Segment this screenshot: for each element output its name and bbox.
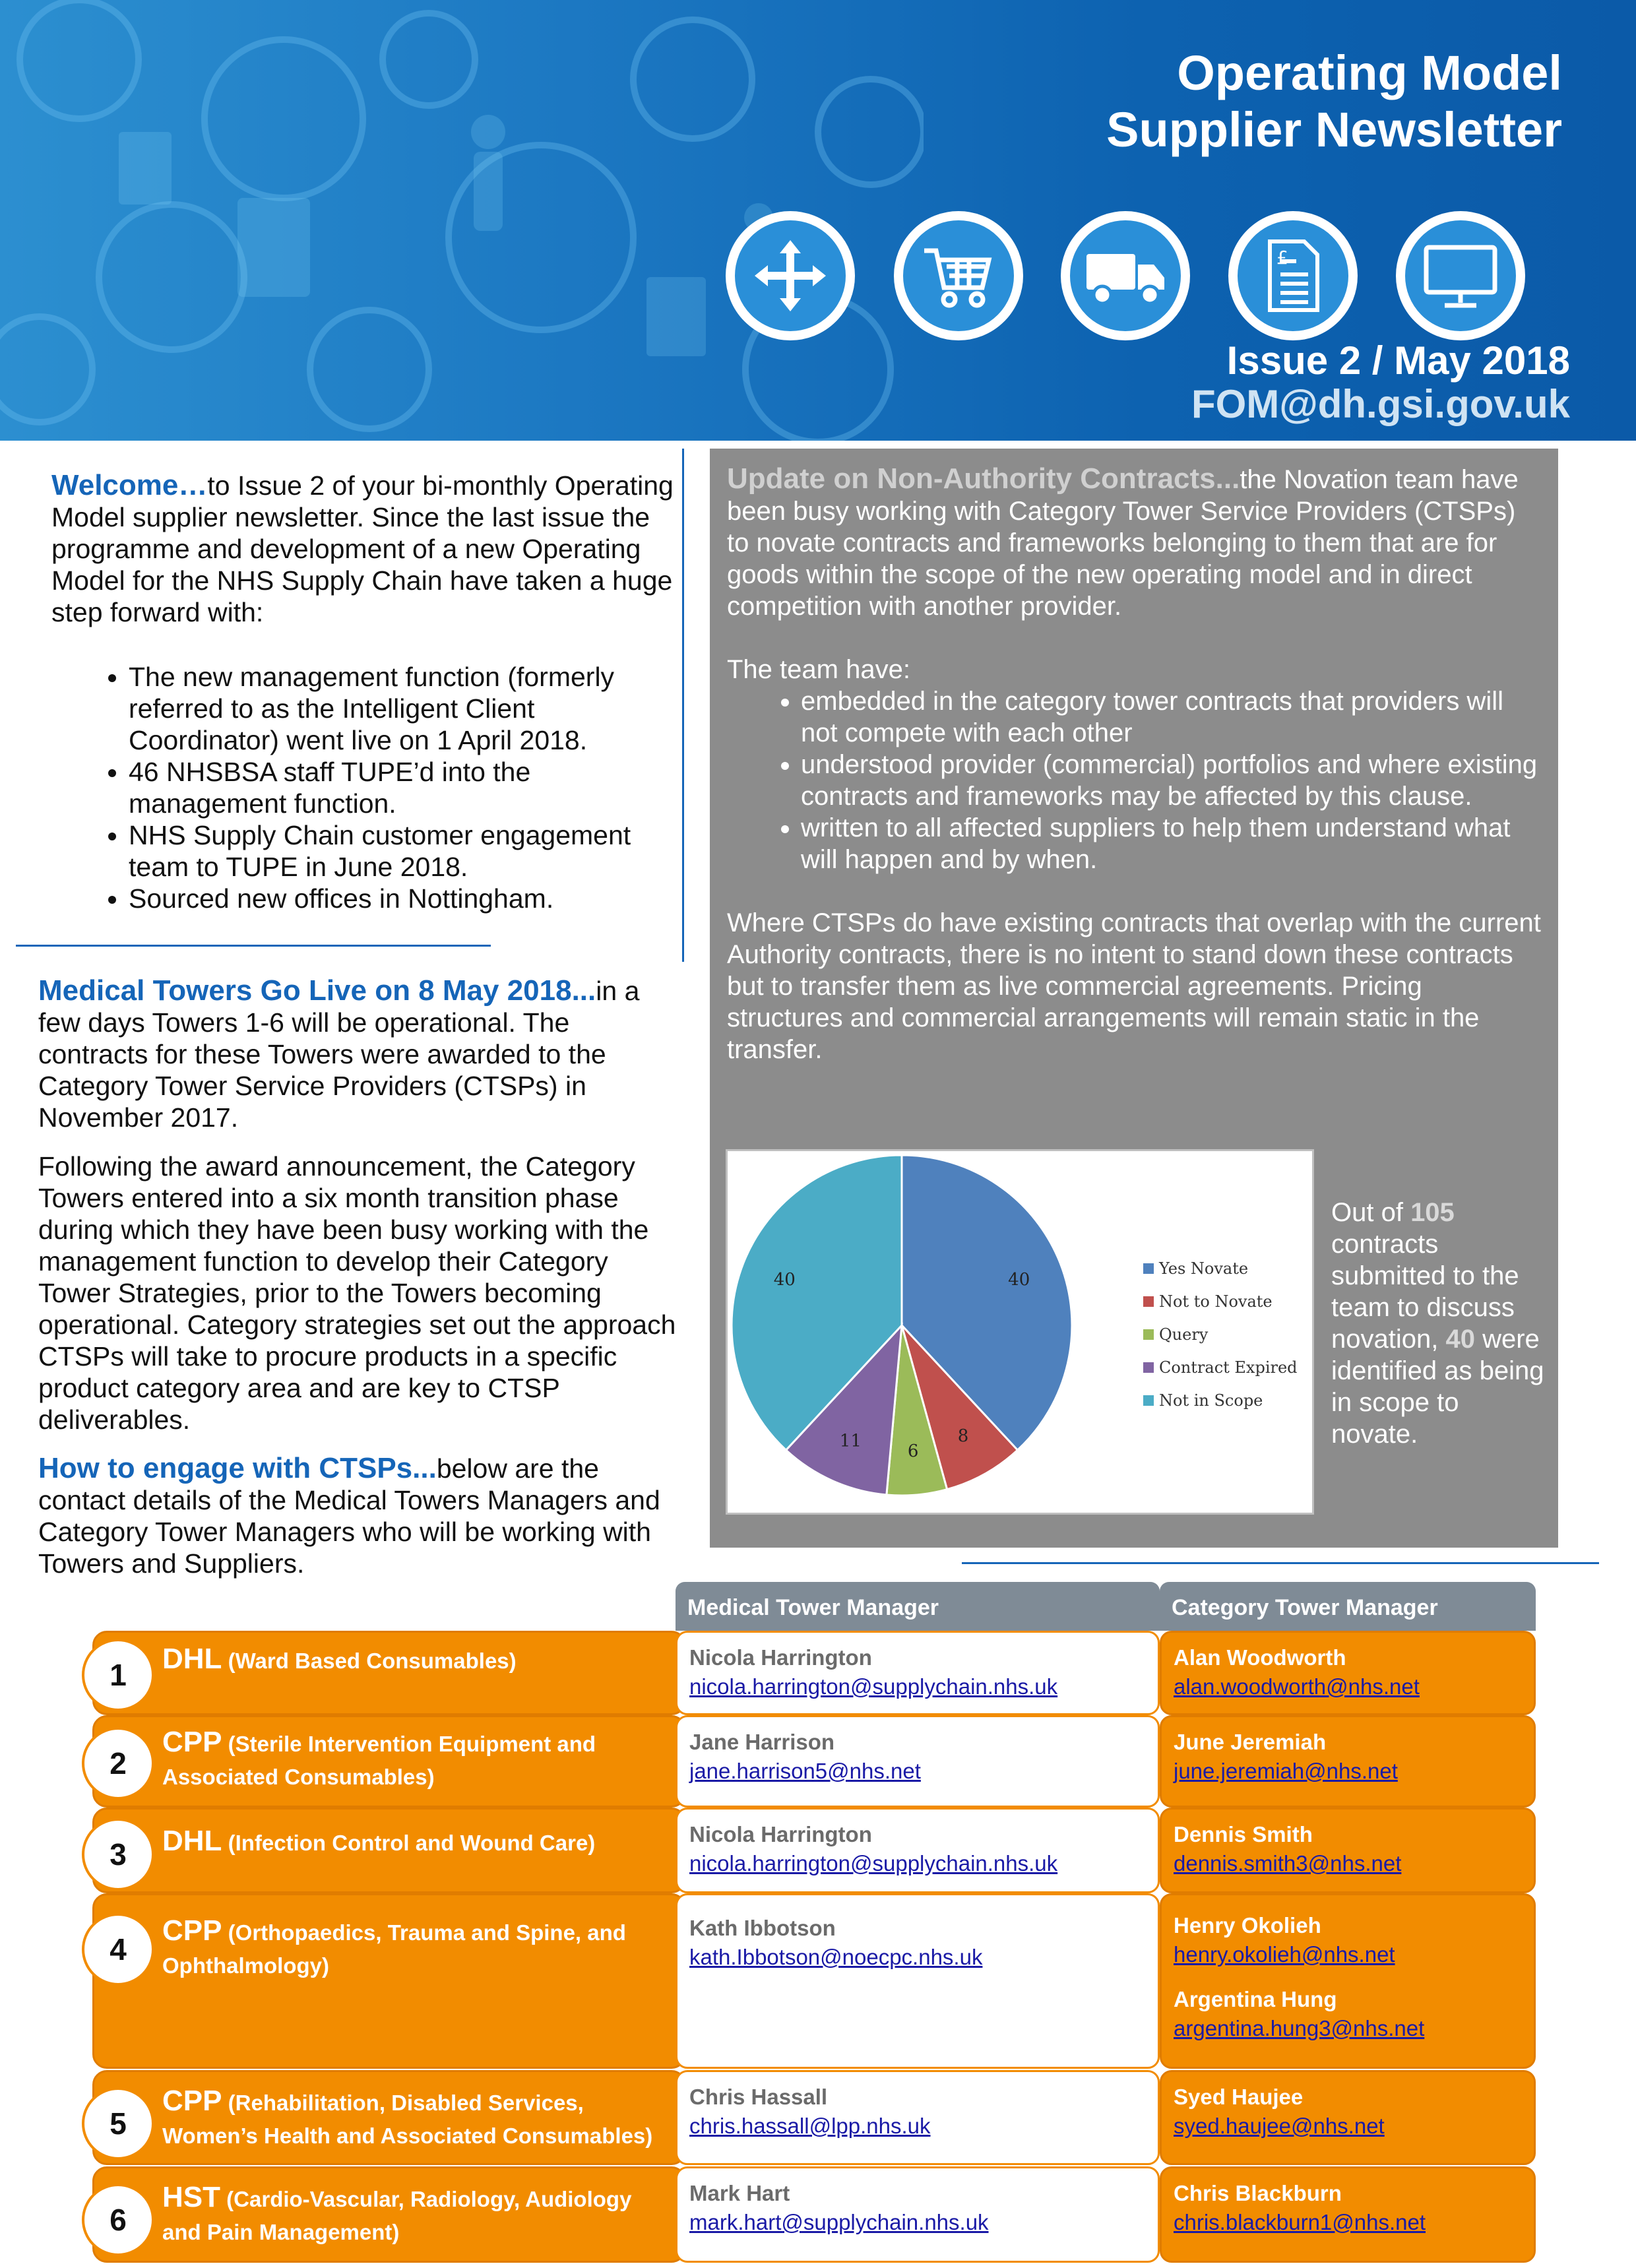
category-manager-name: Dennis Smith bbox=[1174, 1822, 1313, 1846]
medical-manager-cell bbox=[676, 1715, 1160, 1808]
category-manager-cell bbox=[1160, 2070, 1536, 2165]
section-divider bbox=[962, 1562, 1599, 1564]
engage-text: below are the contact details of the Medical Towers Managers and Category Tower Managers who will be working with Towers and Suppliers. bbox=[38, 1453, 660, 1579]
category-manager-email[interactable]: henry.okolieh@nhs.net bbox=[1174, 1942, 1395, 1967]
novation-pie-chart bbox=[726, 1149, 1314, 1515]
category-manager-cell bbox=[1160, 1631, 1536, 1715]
welcome-bullet-list bbox=[129, 661, 685, 914]
issue-label: Issue 2 / May 2018 bbox=[1226, 338, 1570, 383]
column-header-medical: Medical Tower Manager bbox=[676, 1582, 1160, 1631]
welcome-bullet: • The new management function (formerly referred to as the Intelligent Client Coordinator) went live on 1 April 2018. bbox=[129, 661, 685, 756]
medical-manager-email[interactable]: nicola.harrington@supplychain.nhs.uk bbox=[689, 1851, 1058, 1875]
tower-org: CPP bbox=[162, 1726, 222, 1758]
newsletter-title-line-2: Supplier Newsletter bbox=[1106, 102, 1562, 157]
summary-total: 105 bbox=[1410, 1198, 1455, 1227]
medical-manager-cell bbox=[676, 2070, 1160, 2165]
legend-label: Not to Novate bbox=[1159, 1292, 1273, 1311]
section-divider bbox=[16, 945, 491, 947]
legend-swatch bbox=[1143, 1263, 1154, 1274]
tower-title bbox=[162, 2181, 670, 2249]
category-manager-email[interactable]: syed.haujee@nhs.net bbox=[1174, 2114, 1385, 2138]
welcome-text: to Issue 2 of your bi-monthly Operating Model supplier newsletter. Since the last issue the programme and development of a new Operating Model for the NHS Supply Chain have taken a huge step forward with: bbox=[51, 470, 674, 627]
svg-text:£: £ bbox=[1276, 247, 1288, 268]
move-arrows-icon bbox=[726, 211, 855, 340]
category-manager-name: Alan Woodworth bbox=[1174, 1645, 1346, 1670]
tower-title bbox=[162, 1726, 670, 1794]
medical-lead: Medical Towers Go Live on 8 May 2018... bbox=[38, 974, 596, 1007]
pie-chart-svg bbox=[728, 1151, 1312, 1513]
pie-data-label: 8 bbox=[957, 1426, 969, 1446]
welcome-lead: Welcome… bbox=[51, 469, 208, 501]
pie-data-label: 11 bbox=[839, 1431, 862, 1451]
tower-number: 4 bbox=[82, 1913, 154, 1986]
update-bullet: • written to all affected suppliers to help them understand what will happen and by when. bbox=[801, 812, 1542, 875]
tower-title bbox=[162, 1825, 670, 1860]
category-manager-cell bbox=[1160, 2166, 1536, 2263]
tower-desc: (Infection Control and Wound Care) bbox=[228, 1831, 596, 1855]
medical-towers-section bbox=[38, 975, 685, 1596]
team-intro: The team have: bbox=[727, 655, 910, 684]
medical-manager-name: Kath Ibbotson bbox=[689, 1916, 836, 1940]
category-manager-cell bbox=[1160, 1715, 1536, 1808]
newsletter-title-line-1: Operating Model bbox=[1177, 46, 1562, 100]
update-closing: Where CTSPs do have existing contracts that overlap with the current Authority contracts, there is no intent to stand down these contracts but to transfer them as live commercial agreements. Pricing structures and commercial arrangements will remain static in the transfer. bbox=[727, 908, 1541, 1064]
column-divider bbox=[682, 449, 684, 962]
category-manager-cell bbox=[1160, 1893, 1536, 2069]
legend-label: Query bbox=[1159, 1325, 1209, 1344]
shopping-cart-icon bbox=[894, 211, 1023, 340]
tower-desc: (Sterile Intervention Equipment and Associated Consumables) bbox=[162, 1732, 596, 1789]
summary-post: were identified as being in scope to novate. bbox=[1331, 1325, 1544, 1449]
pie-data-label: 40 bbox=[1008, 1270, 1030, 1290]
update-text: the Novation team have been busy working with Category Tower Service Providers (CTSPs) to novate contracts and frameworks belonging to them that are for goods within the scope of the new operating model and in direct competition with another provider. bbox=[727, 465, 1519, 621]
delivery-truck-icon bbox=[1061, 211, 1190, 340]
welcome-bullet: • Sourced new offices in Nottingham. bbox=[129, 883, 685, 914]
category-manager-name: Syed Haujee bbox=[1174, 2085, 1304, 2109]
tower-title bbox=[162, 1643, 670, 1678]
update-bullet: • understood provider (commercial) portfolios and where existing contracts and frameworks may be affected by this clause. bbox=[801, 749, 1542, 812]
tower-org: HST bbox=[162, 2181, 220, 2213]
medical-manager-email[interactable]: chris.hassall@lpp.nhs.uk bbox=[689, 2114, 931, 2138]
category-manager-name: June Jeremiah bbox=[1174, 1730, 1327, 1754]
category-manager-email[interactable]: alan.woodworth@nhs.net bbox=[1174, 1674, 1420, 1699]
pie-data-label: 6 bbox=[907, 1441, 919, 1462]
welcome-bullet: • NHS Supply Chain customer engagement team to TUPE in June 2018. bbox=[129, 819, 685, 883]
computer-monitor-icon bbox=[1396, 211, 1525, 340]
update-bullet-list bbox=[801, 685, 1542, 875]
novation-summary bbox=[1331, 1197, 1549, 1450]
tower-org: DHL bbox=[162, 1643, 222, 1675]
tower-org: CPP bbox=[162, 1914, 222, 1947]
medical-manager-cell bbox=[676, 2166, 1160, 2263]
medical-text: in a few days Towers 1-6 will be operational. The contracts for these Towers were awarded to the Category Tower Service Providers (CTSPs) in November 2017. bbox=[38, 976, 640, 1133]
summary-pre: Out of bbox=[1331, 1198, 1411, 1227]
legend-swatch bbox=[1143, 1395, 1154, 1406]
tower-number: 2 bbox=[82, 1727, 154, 1800]
engage-lead: How to engage with CTSPs... bbox=[38, 1452, 437, 1484]
medical-para-2: Following the award announcement, the Category Towers entered into a six month transition phase during which they have been busy working with the management function to develop their Category Tower Strategies, prior to the Towers becoming operational. Category strategies set out the approach CTSPs will take to procure products in a specific product category area and are key to CTSP deliverables. bbox=[38, 1151, 676, 1435]
tower-number: 1 bbox=[82, 1639, 154, 1711]
medical-manager-name: Jane Harrison bbox=[689, 1730, 835, 1754]
category-manager-email[interactable]: argentina.hung3@nhs.net bbox=[1174, 2016, 1425, 2040]
newsletter-header bbox=[0, 0, 1636, 441]
medical-manager-cell bbox=[676, 1808, 1160, 1893]
column-header-category: Category Tower Manager bbox=[1160, 1582, 1536, 1631]
tower-desc: (Ward Based Consumables) bbox=[228, 1649, 517, 1673]
update-bullet: • embedded in the category tower contracts that providers will not compete with each other bbox=[801, 685, 1542, 749]
novation-update-box bbox=[710, 449, 1558, 1548]
medical-manager-name: Chris Hassall bbox=[689, 2085, 828, 2109]
tower-org: CPP bbox=[162, 2085, 222, 2117]
category-manager-email[interactable]: chris.blackburn1@nhs.net bbox=[1174, 2210, 1426, 2234]
tower-number: 6 bbox=[82, 2184, 154, 2256]
category-manager-cell bbox=[1160, 1808, 1536, 1893]
medical-manager-name: Nicola Harrington bbox=[689, 1645, 872, 1670]
medical-manager-email[interactable]: kath.Ibbotson@noecpc.nhs.uk bbox=[689, 1945, 983, 1969]
welcome-section bbox=[51, 470, 685, 914]
tower-org: DHL bbox=[162, 1825, 222, 1857]
medical-manager-email[interactable]: nicola.harrington@supplychain.nhs.uk bbox=[689, 1674, 1058, 1699]
tower-title bbox=[162, 2085, 670, 2153]
legend-label: Not in Scope bbox=[1159, 1391, 1263, 1410]
category-manager-name: Chris Blackburn bbox=[1174, 2181, 1342, 2205]
medical-manager-email[interactable]: mark.hart@supplychain.nhs.uk bbox=[689, 2210, 989, 2234]
tower-number: 5 bbox=[82, 2087, 154, 2160]
legend-swatch bbox=[1143, 1362, 1154, 1373]
tower-desc: (Rehabilitation, Disabled Services, Women’s Health and Associated Consumables) bbox=[162, 2091, 653, 2148]
invoice-document-icon bbox=[1228, 211, 1358, 340]
medical-manager-cell bbox=[676, 1631, 1160, 1715]
legend-swatch bbox=[1143, 1296, 1154, 1307]
summary-count: 40 bbox=[1445, 1325, 1475, 1354]
legend-label: Yes Novate bbox=[1159, 1259, 1249, 1278]
tower-number: 3 bbox=[82, 1818, 154, 1891]
legend-label: Contract Expired bbox=[1159, 1358, 1298, 1377]
update-lead: Update on Non-Authority Contracts... bbox=[727, 462, 1240, 495]
category-manager-name: Argentina Hung bbox=[1174, 1987, 1337, 2011]
category-manager-email[interactable]: dennis.smith3@nhs.net bbox=[1174, 1851, 1402, 1875]
contact-email-header[interactable]: FOM@dh.gsi.gov.uk bbox=[1191, 382, 1570, 426]
legend-swatch bbox=[1143, 1329, 1154, 1340]
medical-manager-email[interactable]: jane.harrison5@nhs.net bbox=[689, 1759, 921, 1783]
tower-title bbox=[162, 1914, 670, 1982]
pie-data-label: 40 bbox=[773, 1270, 796, 1290]
tower-desc: (Orthopaedics, Trauma and Spine, and Ophthalmology) bbox=[162, 1920, 626, 1978]
medical-manager-name: Nicola Harrington bbox=[689, 1822, 872, 1846]
tower-desc: (Cardio-Vascular, Radiology, Audiology and Pain Management) bbox=[162, 2187, 632, 2244]
category-manager-name: Henry Okolieh bbox=[1174, 1913, 1321, 1937]
medical-manager-name: Mark Hart bbox=[689, 2181, 790, 2205]
summary-mid: contracts submitted to the team to discuss novation, bbox=[1331, 1230, 1519, 1354]
welcome-bullet: • 46 NHSBSA staff TUPE’d into the management function. bbox=[129, 756, 685, 819]
category-manager-email[interactable]: june.jeremiah@nhs.net bbox=[1174, 1759, 1398, 1783]
medical-manager-cell bbox=[676, 1893, 1160, 2069]
